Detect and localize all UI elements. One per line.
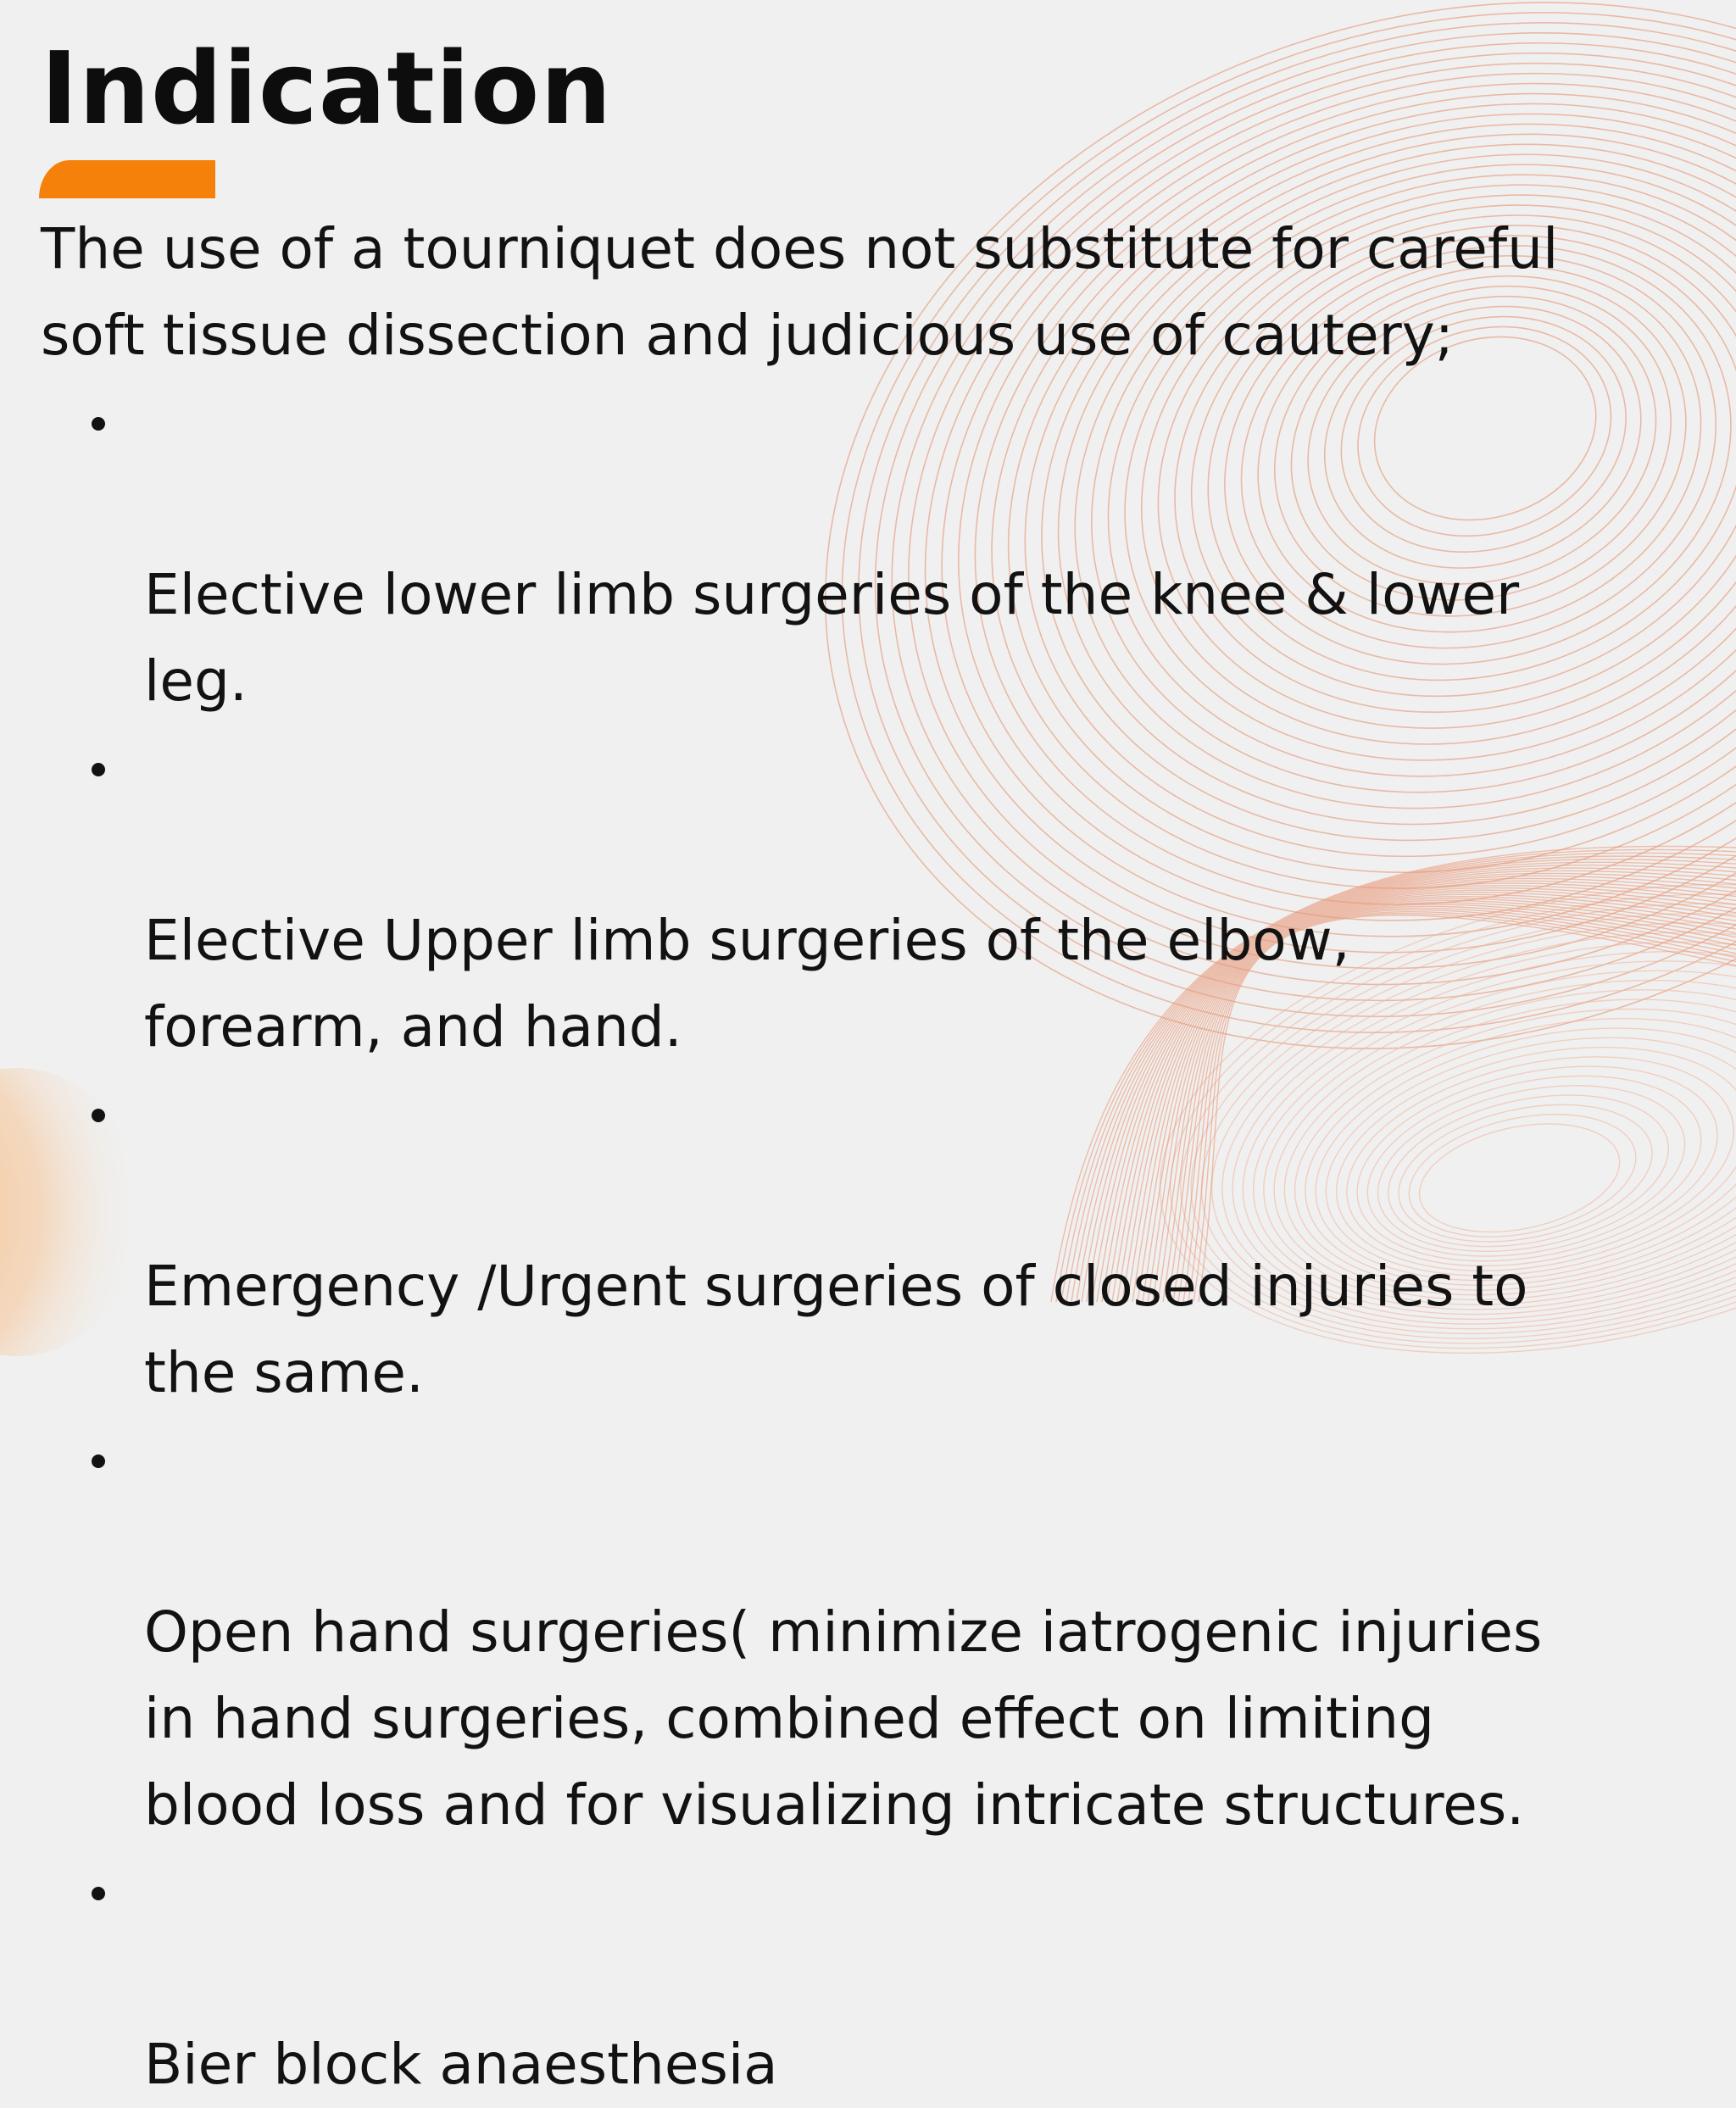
list-item-text: Emergency /Urgent surgeries of closed injuries to the same.: [144, 1254, 1528, 1405]
slide-body: [41, 206, 1694, 2108]
slide-title: Indication: [41, 30, 613, 147]
list-item-text: Elective Upper limb surgeries of the elbow, forearm, and hand.: [144, 908, 1350, 1060]
list-item: [41, 1849, 1694, 2108]
list-item-text: Elective lower limb surgeries of the knee & lower leg.: [144, 562, 1520, 714]
bullet-icon: [92, 417, 105, 431]
list-item: [41, 1071, 1694, 1416]
intro-paragraph: The use of a tourniquet does not substitute for careful soft tissue dissection and judicious use of cautery;: [41, 216, 1559, 368]
bullet-icon: [92, 1887, 105, 1900]
list-item-text: Bier block anaesthesia: [144, 2032, 778, 2097]
list-item: [41, 725, 1694, 1071]
list-item: [41, 1416, 1694, 1849]
list-item: [41, 379, 1694, 725]
bullet-icon: [92, 1454, 105, 1468]
title-accent-bar: [39, 160, 215, 198]
bullet-icon: [92, 763, 105, 776]
indication-list: [41, 379, 1694, 2108]
bullet-icon: [92, 1109, 105, 1122]
list-item-text: Open hand surgeries( minimize iatrogenic injuries in hand surgeries, combined effect on limiting blood loss and for visualizing intricate structures.: [144, 1599, 1543, 1838]
